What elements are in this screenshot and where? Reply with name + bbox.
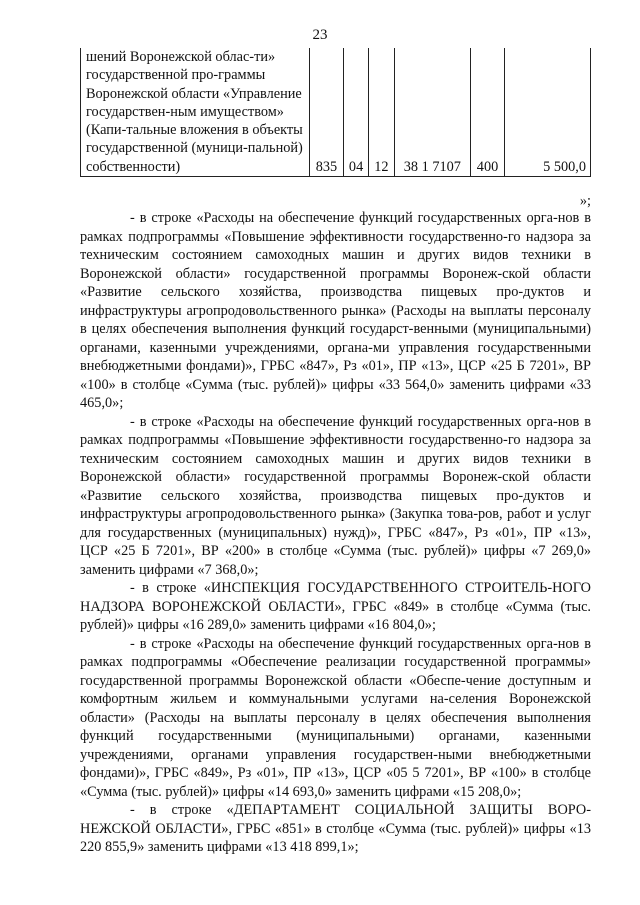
- amendments-text: [80, 209, 591, 857]
- closing-quote: »;: [579, 193, 591, 209]
- cell-name: шений Воронежской облас-ти» государственной про-граммы Воронежской области «Управление государствен-ным имуществом» (Капи-тальные вложения в объекты государственной (муници-пальной) собственности): [81, 48, 310, 177]
- budget-table: [80, 48, 591, 177]
- paragraph: - в строке «ИНСПЕКЦИЯ ГОСУДАРСТВЕННОГО СТРОИТЕЛЬ-НОГО НАДЗОРА ВОРОНЕЖСКОЙ ОБЛАСТИ», ГРБС «849» в столбце «Сумма (тыс. рублей)» цифры «16 289,0» заменить цифрами «16 804,0»;: [80, 580, 591, 633]
- paragraph: - в строке «ДЕПАРТАМЕНТ СОЦИАЛЬНОЙ ЗАЩИТЫ ВОРО-НЕЖСКОЙ ОБЛАСТИ», ГРБС «851» в столбце «Сумма (тыс. рублей)» цифры «13 220 855,9» заменить цифрами «13 418 899,1»;: [80, 802, 591, 855]
- page-number: 23: [312, 27, 328, 43]
- paragraph: - в строке «Расходы на обеспечение функций государственных орга-нов в рамках подпрограммы «Повышение эффективности государственно-го надзора за техническим состоянием самоходных машин и других видов техники в Воронежской области» государственной программы Воронеж-ской области «Развитие сельского хозяйства, производства пищевых про-дуктов и инфраструктуры агропродовольственного рынка» (Закупка това-ров, работ и услуг для государственных (муниципальных) нужд)», ГРБС «847», Рз «01», ПР «13», ЦСР «25 Б 7201», ВР «200» в столбце «Сумма (тыс. рублей)» цифры «7 269,0» заменить цифрами «7 368,0»;: [80, 413, 591, 578]
- paragraph: - в строке «Расходы на обеспечение функций государственных орга-нов в рамках подпрограммы «Обеспечение реализации государственной программы» государственной программы Воронежской области «Обеспе-чение доступным и комфортным жильем и коммунальными услугами на-селения Воронежской области» (Расходы на выплаты персоналу в целях обеспечения выполнения функций государственными (муниципальными) органами, казенными учреждениями, органами управления государствен-ными внебюджетными фондами)», ГРБС «849», Рз «01», ПР «13», ЦСР «05 5 7201», ВР «100» в столбце «Сумма (тыс. рублей)» цифры «14 693,0» заменить цифрами «15 208,0»;: [80, 635, 591, 800]
- cell-grbs: 835: [310, 48, 344, 177]
- cell-rz: 04: [343, 48, 368, 177]
- cell-sum: 5 500,0: [505, 48, 591, 177]
- cell-vr: 400: [471, 48, 505, 177]
- paragraph: - в строке «Расходы на обеспечение функций государственных орга-нов в рамках подпрограммы «Повышение эффективности государственно-го надзора за техническим состоянием самоходных машин и других видов техники в Воронежской области» государственной программы Воронеж-ской области «Развитие сельского хозяйства, производства пищевых про-дуктов и инфраструктуры агропродовольственного рынка» (Расходы на выплаты персоналу в целях обеспечения выполнения функций государст-венными (муниципальными) органами, казенными учреждениями, органа-ми управления государственными внебюджетными фондами)», ГРБС «847», Рз «01», ПР «13», ЦСР «25 Б 7201», ВР «100» в столбце «Сумма (тыс. рублей)» цифры «33 564,0» заменить цифрами «33 465,0»;: [80, 210, 591, 411]
- cell-csr: 38 1 7107: [394, 48, 470, 177]
- cell-pr: 12: [369, 48, 394, 177]
- table-row: [81, 48, 591, 177]
